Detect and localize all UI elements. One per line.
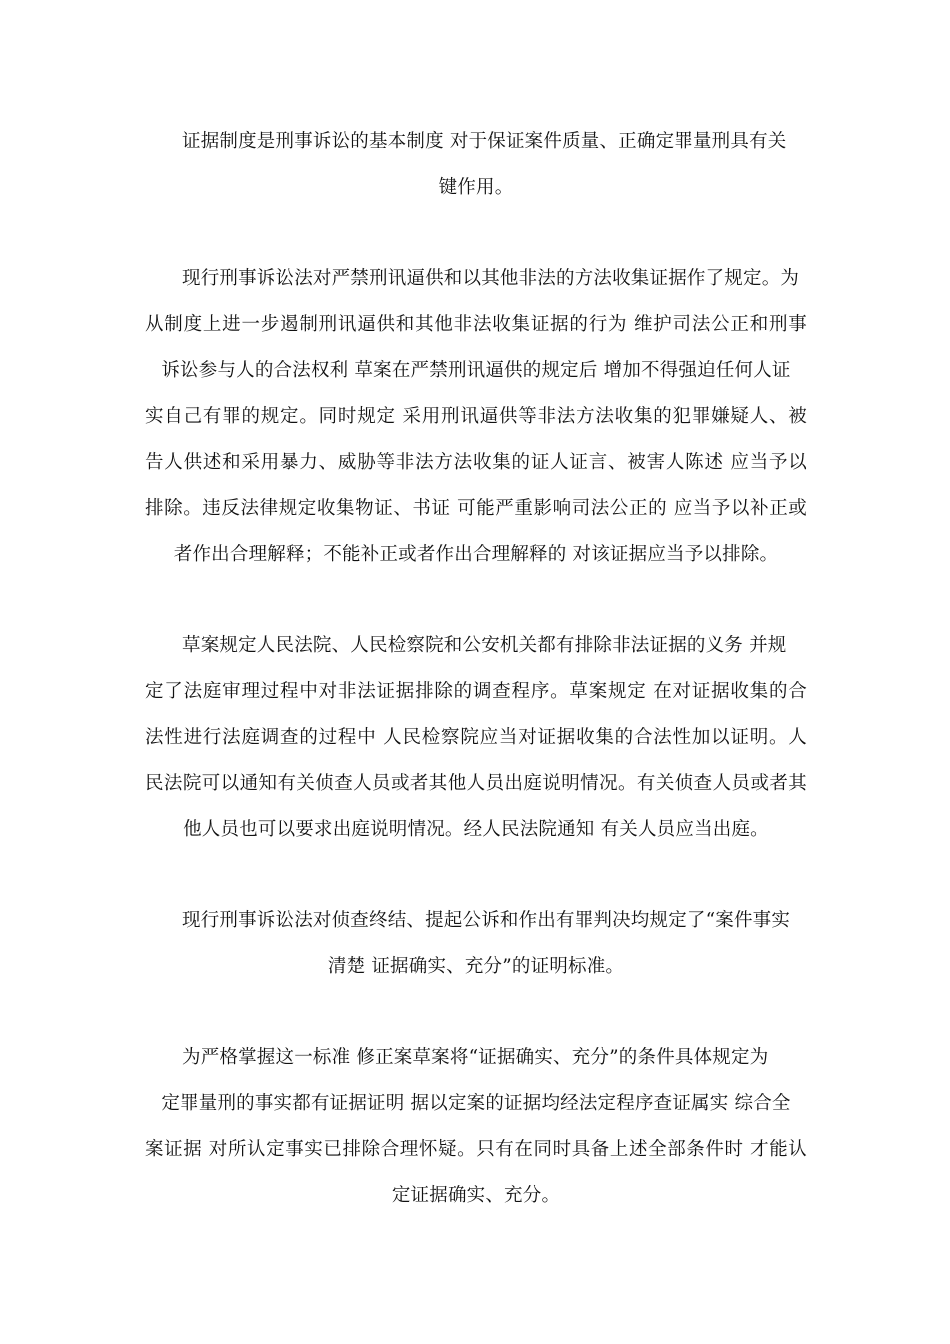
- paragraph-line: 清楚 证据确实、充分”的证明标准。: [327, 956, 625, 977]
- paragraph-line: 证据制度是刑事诉讼的基本制度 对于保证案件质量、正确定罪量刑具有关: [182, 131, 787, 152]
- paragraph-line: 排除。违反法律规定收集物证、书证 可能严重影响司法公正的 应当予以补正或: [145, 498, 807, 519]
- paragraph-line: 定证据确实、充分。: [391, 1185, 561, 1206]
- paragraph-5: [145, 1035, 807, 1219]
- paragraph-line: 告人供述和采用暴力、威胁等非法方法收集的证人证言、被害人陈述 应当予以: [145, 452, 807, 473]
- paragraph-line: 诉讼参与人的合法权利 草案在严禁刑讯逼供的规定后 增加不得强迫任何人证: [161, 360, 791, 381]
- paragraph-3: [145, 623, 807, 853]
- paragraph-line: 定了法庭审理过程中对非法证据排除的调查程序。草案规定 在对证据收集的合: [145, 681, 807, 702]
- paragraph-line: 为严格掌握这一标准 修正案草案将“证据确实、充分”的条件具体规定为: [182, 1047, 769, 1068]
- paragraph-line: 民法院可以通知有关侦查人员或者其他人员出庭说明情况。有关侦查人员或者其: [145, 773, 807, 794]
- paragraph-2: [145, 256, 807, 578]
- paragraph-line: 草案规定人民法院、人民检察院和公安机关都有排除非法证据的义务 并规: [182, 635, 787, 656]
- paragraph-line: 实自己有罪的规定。同时规定 采用刑讯逼供等非法方法收集的犯罪嫌疑人、被: [145, 406, 807, 427]
- paragraph-line: 法性进行法庭调查的过程中 人民检察院应当对证据收集的合法性加以证明。人: [145, 727, 807, 748]
- paragraph-4: [145, 898, 807, 990]
- paragraph-line: 他人员也可以要求出庭说明情况。经人民法院通知 有关人员应当出庭。: [183, 819, 769, 840]
- paragraph-line: 者作出合理解释；不能补正或者作出合理解释的 对该证据应当予以排除。: [173, 544, 779, 565]
- paragraph-line: 现行刑事诉讼法对严禁刑讯逼供和以其他非法的方法收集证据作了规定。为: [182, 268, 800, 289]
- paragraph-line: 从制度上进一步遏制刑讯逼供和其他非法收集证据的行为 维护司法公正和刑事: [145, 314, 807, 335]
- paragraph-line: 案证据 对所认定事实已排除合理怀疑。只有在同时具备上述全部条件时 才能认: [145, 1139, 807, 1160]
- paragraph-1: [145, 119, 807, 211]
- paragraph-line: 键作用。: [438, 177, 514, 198]
- paragraph-line: 现行刑事诉讼法对侦查终结、提起公诉和作出有罪判决均规定了“案件事实: [182, 910, 791, 931]
- paragraph-line: 定罪量刑的事实都有证据证明 据以定案的证据均经法定程序查证属实 综合全: [161, 1093, 791, 1114]
- document-page: [145, 119, 807, 1219]
